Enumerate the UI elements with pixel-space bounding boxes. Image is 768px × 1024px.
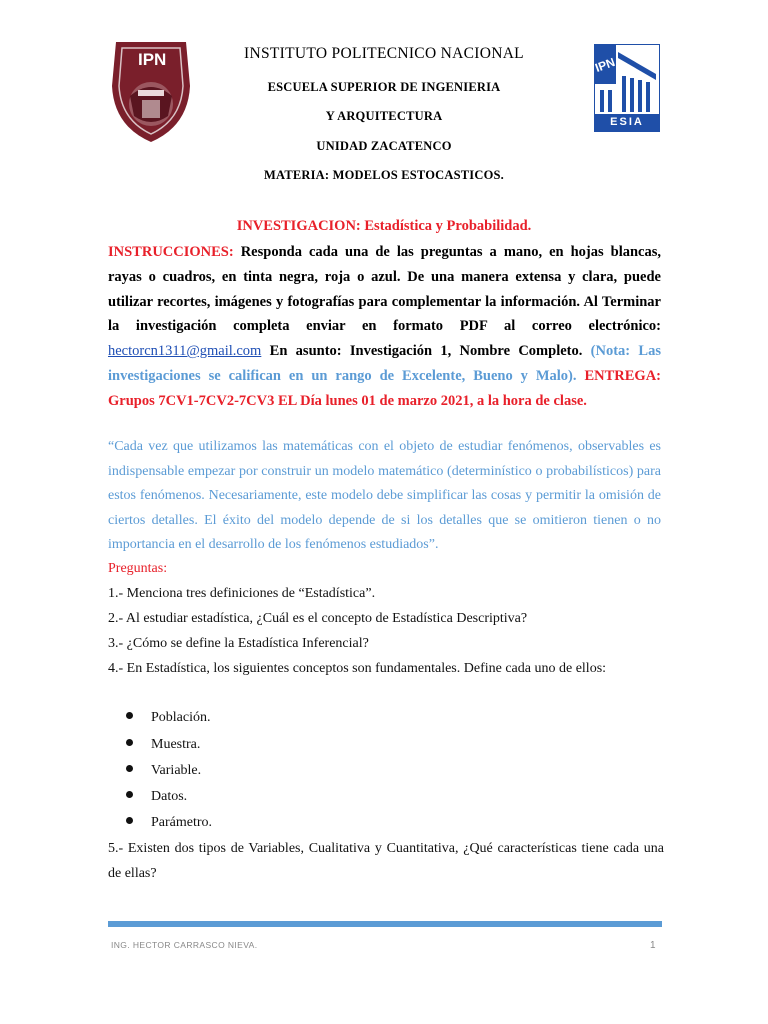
- school-line-1: ESCUELA SUPERIOR DE INGENIERIA: [267, 80, 501, 94]
- question-3: 3.- ¿Cómo se define la Estadística Inferencial?: [108, 636, 369, 651]
- ipn-logo-text: IPN: [138, 50, 167, 69]
- instructions-label: INSTRUCCIONES:: [108, 244, 234, 260]
- concept-bullet: Parámetro.: [126, 815, 212, 831]
- question-5: 5.- Existen dos tipos de Variables, Cualitativa y Cuantitativa, ¿Qué características tiene cada una de ellas?: [108, 841, 664, 881]
- concept-bullet: Variable.: [126, 763, 201, 779]
- page-number: 1: [650, 940, 656, 951]
- footer-author: ING. HECTOR CARRASCO NIEVA.: [111, 940, 258, 950]
- unit-name: UNIDAD ZACATENCO: [316, 139, 452, 153]
- quote-paragraph: “Cada vez que utilizamos las matemáticas con el objeto de estudiar fenómenos, observables es indispensable empezar por construir un modelo matemático (determinístico o probabilísticos) para estos fenómenos. Necesariamente, este modelo debe simplificar las cosas y permitir la omisión de ciertos detalles. El éxito del modelo depende de si los detalles que se omitieron tienen o no importancia en el desarrollo de los fenómenos estudiados”.: [108, 439, 661, 553]
- esia-logo-bottom-text: ESIA: [610, 116, 644, 128]
- footer-divider: [108, 921, 662, 927]
- bullet-dot-icon: [126, 791, 133, 798]
- question-2: 2.- Al estudiar estadística, ¿Cuál es el concepto de Estadística Descriptiva?: [108, 611, 528, 626]
- school-line-2: Y ARQUITECTURA: [325, 109, 443, 123]
- grading-note: (Nota: Las investigaciones se califican en un rango de Excelente, Bueno y Malo).: [108, 343, 661, 384]
- instructions-body: Responda cada una de las preguntas a mano, en hojas blancas, rayas o cuadros, en tinta negra, roja o azul. De una manera extensa y clara, puede utilizar recortes, imágenes y fotografías para complementar la información. Al Terminar la investigación completa enviar en formato PDF al correo electrónico:: [108, 244, 661, 335]
- question-4: 4.- En Estadística, los siguientes conceptos son fundamentales. Define cada uno de ellos:: [108, 661, 607, 676]
- questions-heading: Preguntas:: [108, 561, 168, 576]
- institution-title: INSTITUTO POLITECNICO NACIONAL: [244, 45, 524, 62]
- bullet-dot-icon: [126, 817, 133, 824]
- email-link[interactable]: hectorcn1311@gmail.com: [108, 343, 262, 360]
- question-1: 1.- Menciona tres definiciones de “Estadística”.: [108, 586, 376, 601]
- bullet-dot-icon: [126, 712, 133, 719]
- esia-logo-top-text: IPN: [593, 54, 617, 76]
- delivery-info: ENTREGA: Grupos 7CV1-7CV2-7CV3 EL Día lunes 01 de marzo 2021, a la hora de clase.: [108, 367, 661, 409]
- concept-bullet: Muestra.: [126, 737, 200, 753]
- instructions-after-email: En asunto: Investigación 1, Nombre Completo.: [261, 343, 583, 360]
- concept-bullet: Población.: [126, 710, 211, 726]
- concept-bullet: Datos.: [126, 789, 187, 805]
- subject-name: MATERIA: MODELOS ESTOCASTICOS.: [264, 168, 504, 182]
- investigation-title: INVESTIGACION: Estadística y Probabilidad.: [236, 218, 532, 234]
- bullet-dot-icon: [126, 765, 133, 772]
- bullet-dot-icon: [126, 739, 133, 746]
- instructions-paragraph: [108, 240, 661, 414]
